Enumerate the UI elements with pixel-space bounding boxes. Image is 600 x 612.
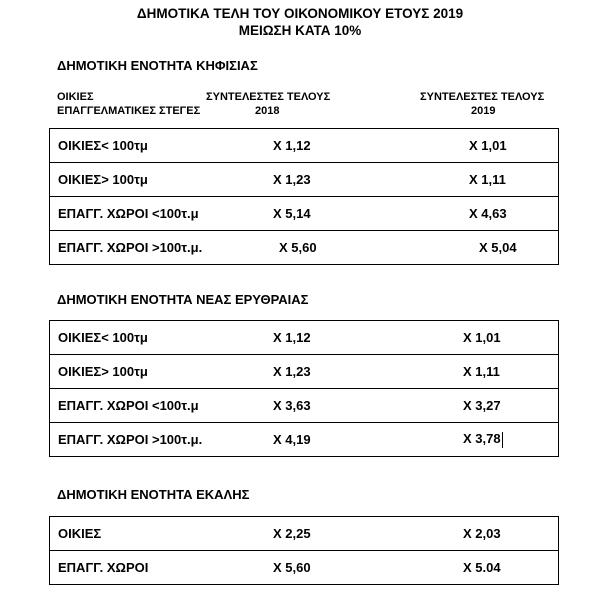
section-title-nea-erythraia: ΔΗΜΟΤΙΚΗ ΕΝΟΤΗΤΑ ΝΕΑΣ ΕΡΥΘΡΑΙΑΣ xyxy=(57,292,309,307)
rate-2019-cell[interactable] xyxy=(463,423,559,457)
table-row xyxy=(50,321,559,355)
header-col1-line2: ΕΠΑΓΓΕΛΜΑΤΙΚΕΣ ΣΤΕΓΕΣ xyxy=(57,105,201,117)
rate-2018: Χ 1,23 xyxy=(273,355,463,389)
table-row xyxy=(50,517,559,551)
row-label: ΕΠΑΓΓ. ΧΩΡΟΙ <100τ.μ xyxy=(50,389,274,423)
table-row xyxy=(50,231,559,265)
table-row xyxy=(50,197,559,231)
section-title-kifisias: ΔΗΜΟΤΙΚΗ ΕΝΟΤΗΤΑ ΚΗΦΙΣΙΑΣ xyxy=(57,58,258,73)
row-label: ΕΠΑΓΓ. ΧΩΡΟΙ >100τ.μ. xyxy=(50,423,274,457)
rate-2019: Χ 1,11 xyxy=(463,355,559,389)
rate-2019: Χ 3,27 xyxy=(463,389,559,423)
rate-2019: Χ 2,03 xyxy=(463,517,559,551)
header-col1-line1: ΟΙΚΙΕΣ xyxy=(57,91,94,103)
rate-2018: Χ 5,14 xyxy=(273,197,469,231)
table-row xyxy=(50,129,559,163)
section-title-ekalis: ΔΗΜΟΤΙΚΗ ΕΝΟΤΗΤΑ ΕΚΑΛΗΣ xyxy=(57,487,250,502)
header-col3-line2: 2019 xyxy=(471,105,496,117)
document-title-line1: ΔΗΜΟΤΙΚΑ ΤΕΛΗ ΤΟΥ ΟΙΚΟΝΟΜΙΚΟΥ ΕΤΟΥΣ 2019 xyxy=(136,6,464,21)
row-label: ΟΙΚΙΕΣ< 100τμ xyxy=(50,321,274,355)
rates-table-nea-erythraia xyxy=(49,320,559,457)
table-row xyxy=(50,423,559,457)
row-label: ΕΠΑΓΓ. ΧΩΡΟΙ >100τ.μ. xyxy=(50,231,274,265)
table-row xyxy=(50,389,559,423)
rate-2018: Χ 1,12 xyxy=(273,129,469,163)
header-col2-line1: ΣΥΝΤΕΛΕΣΤΕΣ ΤΕΛΟΥΣ xyxy=(206,91,331,103)
rate-2018: Χ 4,19 xyxy=(273,423,463,457)
rate-2019: Χ 1,01 xyxy=(469,129,559,163)
row-label: ΟΙΚΙΕΣ> 100τμ xyxy=(50,355,274,389)
row-label: ΟΙΚΙΕΣ< 100τμ xyxy=(50,129,274,163)
rate-2019: Χ 5.04 xyxy=(463,551,559,585)
document-title-line2: ΜΕΙΩΣΗ ΚΑΤΑ 10% xyxy=(238,23,362,38)
table-row xyxy=(50,163,559,197)
rate-2018: Χ 2,25 xyxy=(273,517,463,551)
rates-table-ekalis xyxy=(49,516,559,585)
rate-2018: Χ 5,60 xyxy=(273,231,469,265)
rate-2019: Χ 3,78 xyxy=(463,431,501,447)
table-row xyxy=(50,551,559,585)
table-row xyxy=(50,355,559,389)
rate-2019: Χ 5,04 xyxy=(469,231,559,265)
row-label: ΟΙΚΙΕΣ xyxy=(50,517,274,551)
row-label: ΕΠΑΓΓ. ΧΩΡΟΙ <100τ.μ xyxy=(50,197,274,231)
rate-2019: Χ 1,01 xyxy=(463,321,559,355)
rate-2018: Χ 3,63 xyxy=(273,389,463,423)
header-col3-line1: ΣΥΝΤΕΛΕΣΤΕΣ ΤΕΛΟΥΣ xyxy=(420,91,545,103)
header-col2-line2: 2018 xyxy=(255,105,280,117)
row-label: ΟΙΚΙΕΣ> 100τμ xyxy=(50,163,274,197)
rate-2019: Χ 1,11 xyxy=(469,163,559,197)
rate-2018: Χ 5,60 xyxy=(273,551,463,585)
row-label: ΕΠΑΓΓ. ΧΩΡΟΙ xyxy=(50,551,274,585)
rates-table-kifisias xyxy=(49,128,559,265)
rate-2019: Χ 4,63 xyxy=(469,197,559,231)
rate-2018: Χ 1,12 xyxy=(273,321,463,355)
rate-2018: Χ 1,23 xyxy=(273,163,469,197)
text-cursor xyxy=(502,432,503,448)
